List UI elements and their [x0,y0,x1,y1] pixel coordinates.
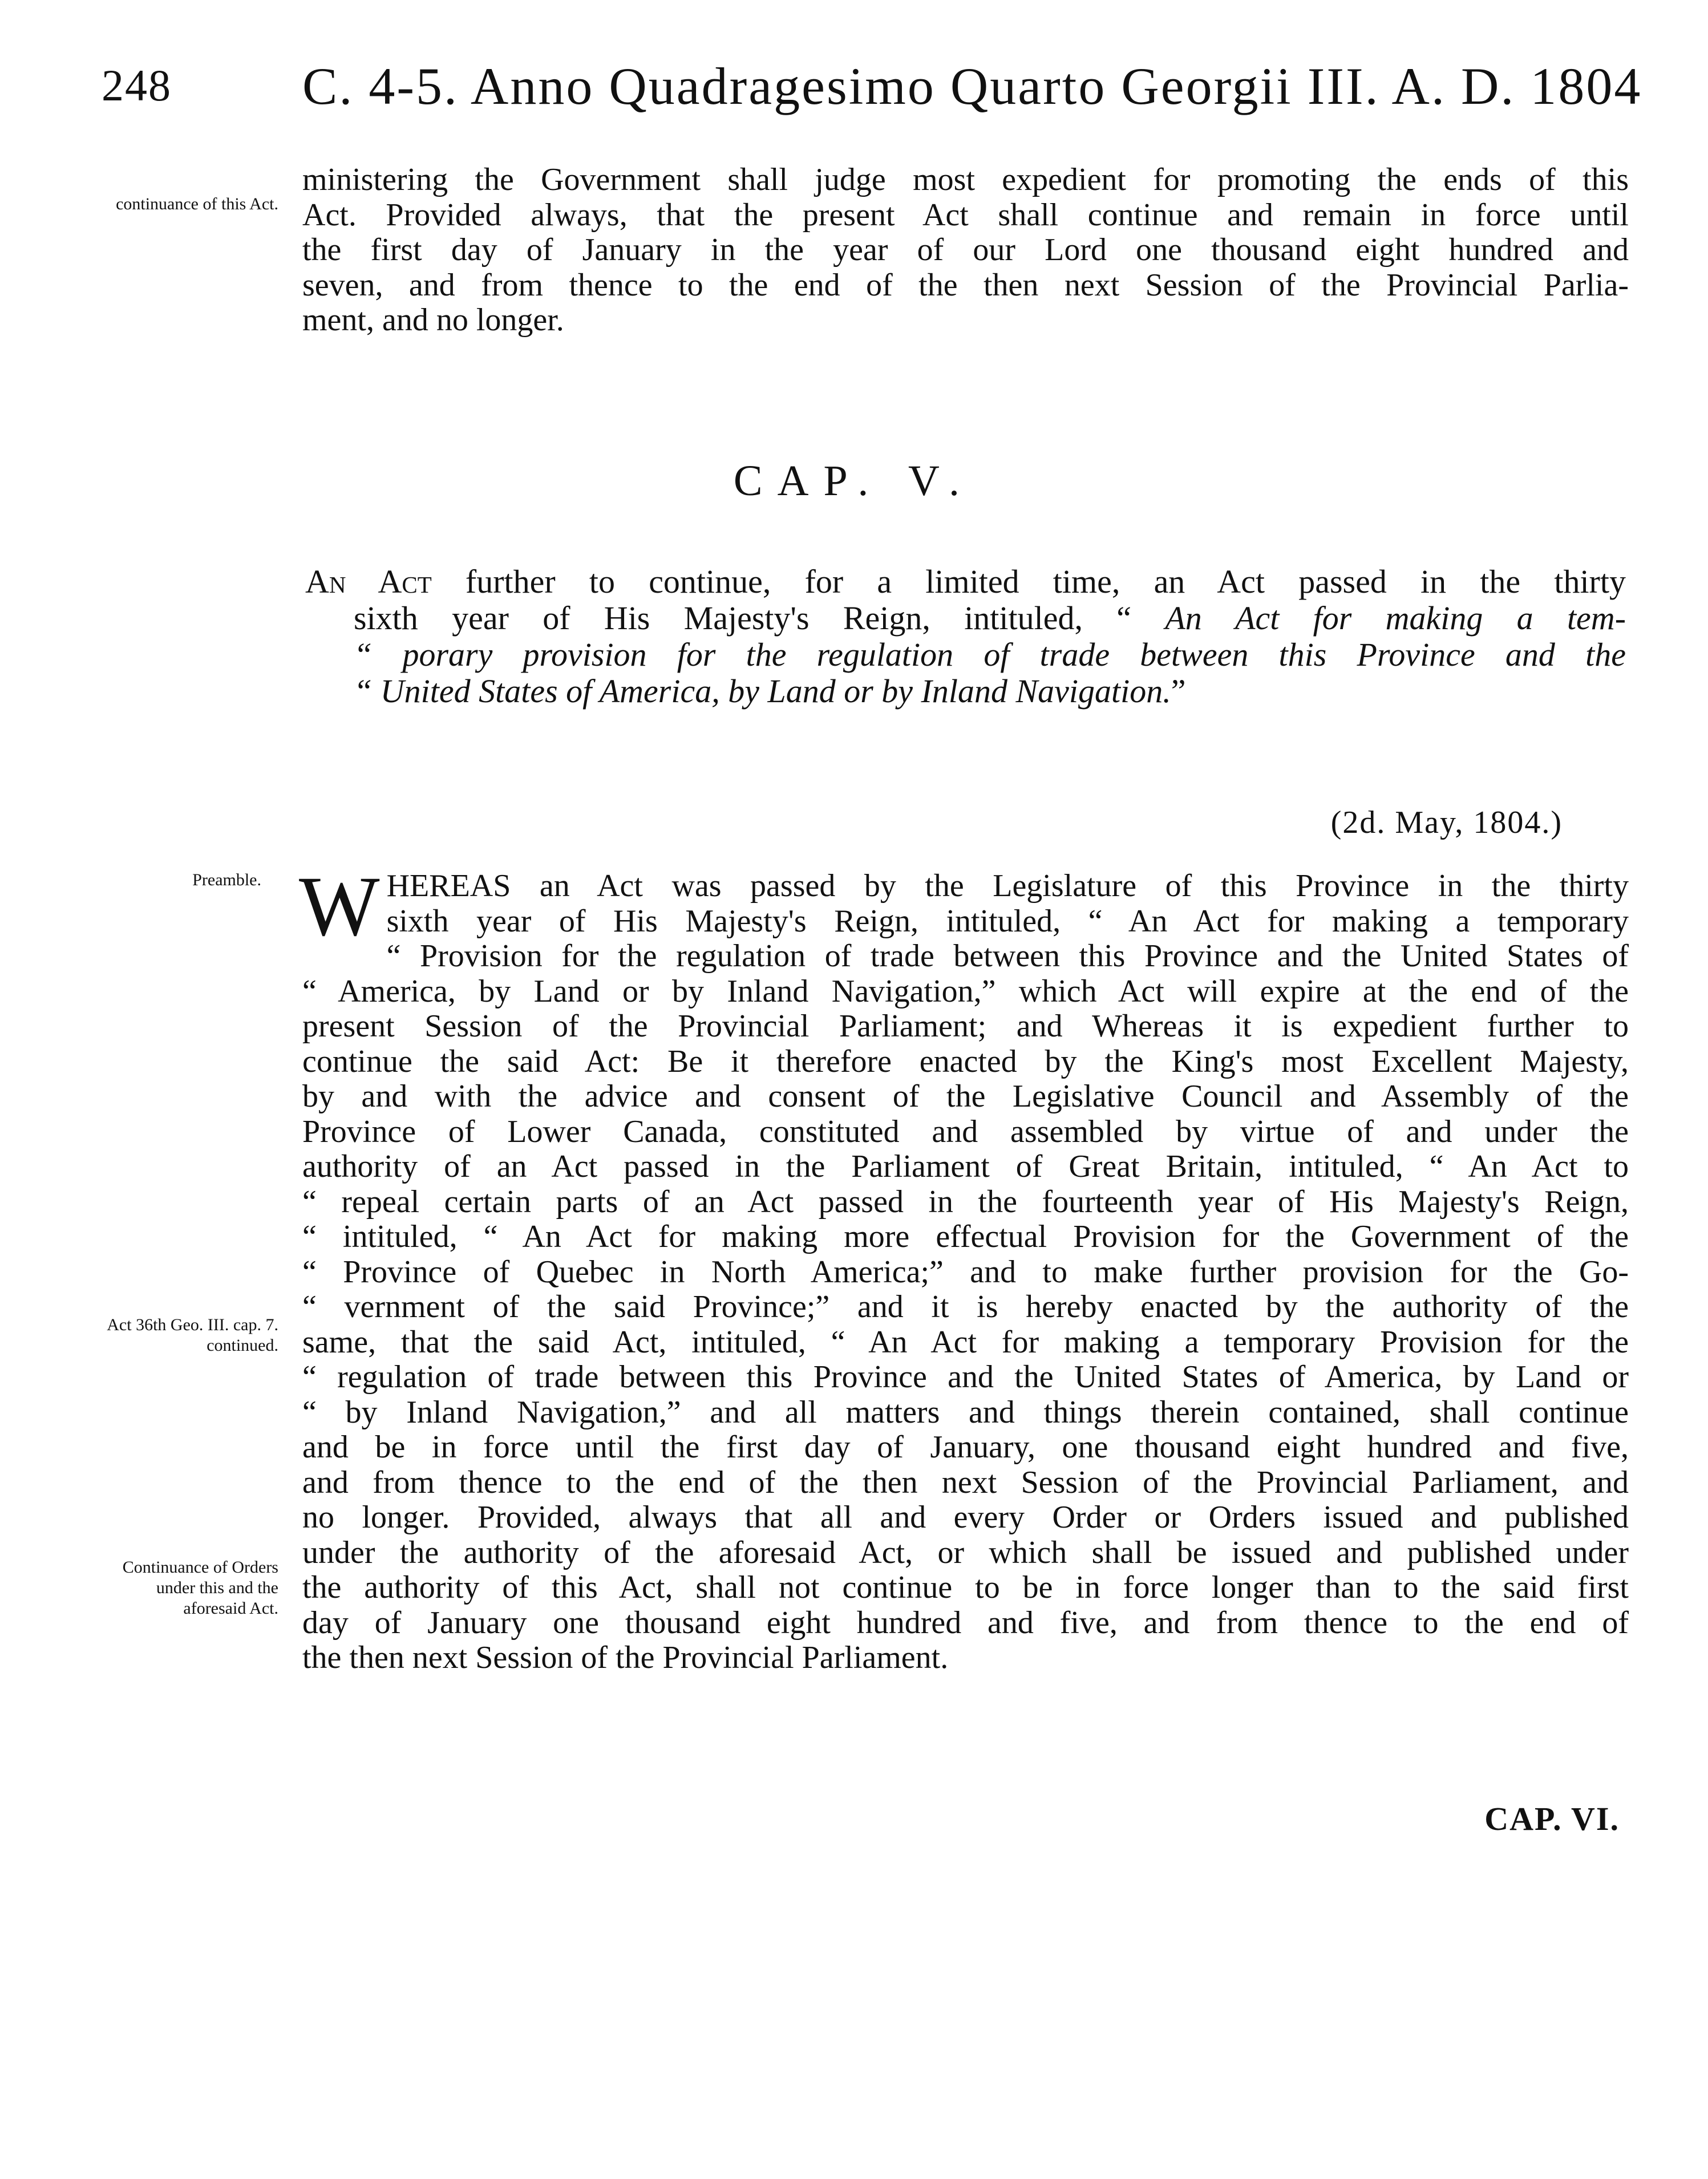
text-line: by and with the advice and consent of the Legislative Council and Assembly of the [302,1079,1629,1114]
act-date: (2d. May, 1804.) [1330,805,1563,840]
margin-note-preamble: Preamble. [192,870,261,889]
drop-cap: W [299,859,380,954]
act-title-text: ” [1171,673,1186,710]
act-title-smallcaps: An Act [305,563,432,600]
text-line: HEREAS an Act was passed by the Legislature of this Province in the thirty [386,868,1629,904]
act-title-line [305,564,1626,600]
margin-note-orders: Continuance of Orders under this and the aforesaid Act. [122,1558,278,1618]
act-title-line [305,600,1626,637]
text-line: “ Provision for the regulation of trade between this Province and the United States of [386,938,1629,974]
text-line: present Session of the Provincial Parliament; and Whereas it is expedient further to [302,1009,1629,1044]
margin-note-act36: Act 36th Geo. III. cap. 7. continued. [107,1315,278,1355]
act-title-italic: “ United States of America, by Land or by Inland Navigation. [354,673,1171,710]
preamble-paragraph [299,859,1629,1676]
text-line: “ vernment of the said Province;” and it is hereby enacted by the authority of the [302,1289,1629,1325]
text-line: no longer. Provided, always that all and every Order or Orders issued and published [302,1500,1629,1535]
act-title-italic: An Act for making a tem- [1165,600,1626,637]
text-line: “ regulation of trade between this Province and the United States of America, by Land or [302,1359,1629,1395]
text-line: sixth year of His Majesty's Reign, intituled, “ An Act for making a temporary [386,903,1629,939]
text-line: under the authority of the aforesaid Act, or which shall be issued and published under [302,1534,1629,1570]
margin-note-continuance: continuance of this Act. [116,195,278,213]
text-line: the first day of January in the year of our Lord one thousand eight hundred and [302,232,1629,268]
text-line: “ by Inland Navigation,” and all matters and things therein contained, shall continue [302,1394,1629,1430]
text-line: “ repeal certain parts of an Act passed in the fourteenth year of His Majesty's Reign, [302,1184,1629,1220]
act-title-text: sixth year of His Majesty's Reign, intituled, “ [354,600,1165,637]
text-line: “ Province of Quebec in North America;” and to make further provision for the Go- [302,1254,1629,1290]
text-line: the then next Session of the Provincial Parliament. [302,1640,949,1675]
text-line: and from thence to the end of the then next Session of the Provincial Parliament, and [302,1464,1629,1500]
text-line: “ America, by Land or by Inland Navigation,” which Act will expire at the end of the [302,973,1629,1009]
text-line: day of January one thousand eight hundred and five, and from thence to the end of [302,1605,1629,1641]
text-line: and be in force until the first day of January, one thousand eight hundred and five, [302,1429,1629,1465]
text-line: authority of an Act passed in the Parliament of Great Britain, intituled, “ An Act to [302,1149,1629,1184]
running-title: C. 4-5. Anno Quadragesimo Quarto Georgii III. A. D. 1804 [302,57,1642,115]
text-line: Province of Lower Canada, constituted and assembled by virtue of and under the [302,1113,1629,1149]
act-title-line [305,673,1626,710]
catchword: CAP. VI. [1484,1800,1620,1837]
page-number: 248 [102,60,172,110]
act-title-line: “ porary provision for the regulation of trade between this Province and the [354,636,1626,673]
text-line: Act. Provided always, that the present Act shall continue and remain in force until [302,197,1629,233]
chapter-heading: CAP. V. [733,457,975,505]
text-line: “ intituled, “ An Act for making more effectual Provision for the Government of the [302,1219,1629,1254]
continuation-paragraph [302,163,1629,338]
act-title [305,564,1626,710]
text-line: ment, and no longer. [302,302,564,338]
text-line: ministering the Government shall judge most expedient for promoting the ends of this [302,162,1629,197]
text-line: same, that the said Act, intituled, “ An Act for making a temporary Provision for the [302,1324,1629,1360]
text-line: the authority of this Act, shall not continue to be in force longer than to the said first [302,1570,1629,1605]
text-line: continue the said Act: Be it therefore enacted by the King's most Excellent Majesty, [302,1043,1629,1079]
text-line: seven, and from thence to the end of the then next Session of the Provincial Parlia- [302,267,1629,303]
act-title-text: further to continue, for a limited time, an Act passed in the thirty [431,563,1626,600]
